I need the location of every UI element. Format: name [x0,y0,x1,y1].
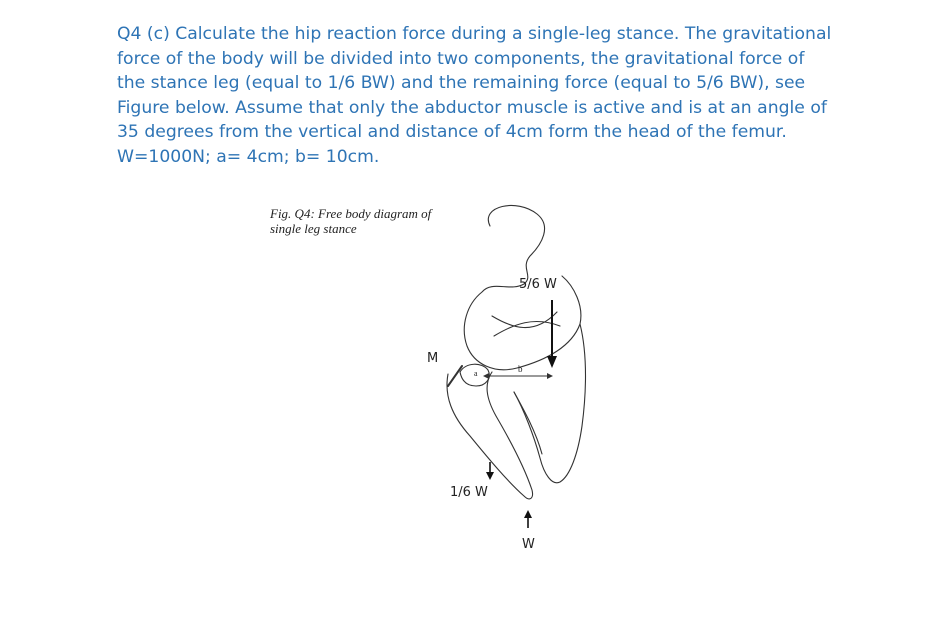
figure-caption-label: Fig. Q4: [270,206,315,221]
free-body-diagram [262,196,612,568]
figure-caption-text: Free body diagram of single leg stance [270,206,432,236]
distance-a-arrowhead [483,373,489,379]
leg-force-label: 1/6 W [450,485,488,500]
leg-force-arrowhead [486,472,494,480]
stance-leg-outline [447,372,533,499]
pelvis-outline [492,312,560,336]
distance-b-arrowhead [547,373,553,379]
free-body-diagram-figure [262,196,612,568]
upper-body-force-arrowhead [547,356,557,368]
upper-body-force-label: 5/6 W [519,277,557,292]
distance-b-label: b [518,364,523,374]
ground-reaction-arrowhead [524,510,532,518]
abductor-muscle-line [448,366,462,386]
body-right-outline [514,324,586,483]
question-text: Q4 (c) Calculate the hip reaction force during a single-leg stance. The gravitational force of the body will be divided into two components, the gravitational force of the stance leg (equal to 1/6 BW) and the remaining force (equal to 5/6 BW), see Figure below. Assume that only the abductor muscle is active and is at an angle of 35 degrees from the vertical and distance of 4cm form the head of the femur. W=1000N; a= 4cm; b= 10cm. [117,24,832,167]
ground-reaction-label: W [522,537,535,552]
muscle-label: M [427,351,439,366]
distance-a-label: a [474,369,478,378]
